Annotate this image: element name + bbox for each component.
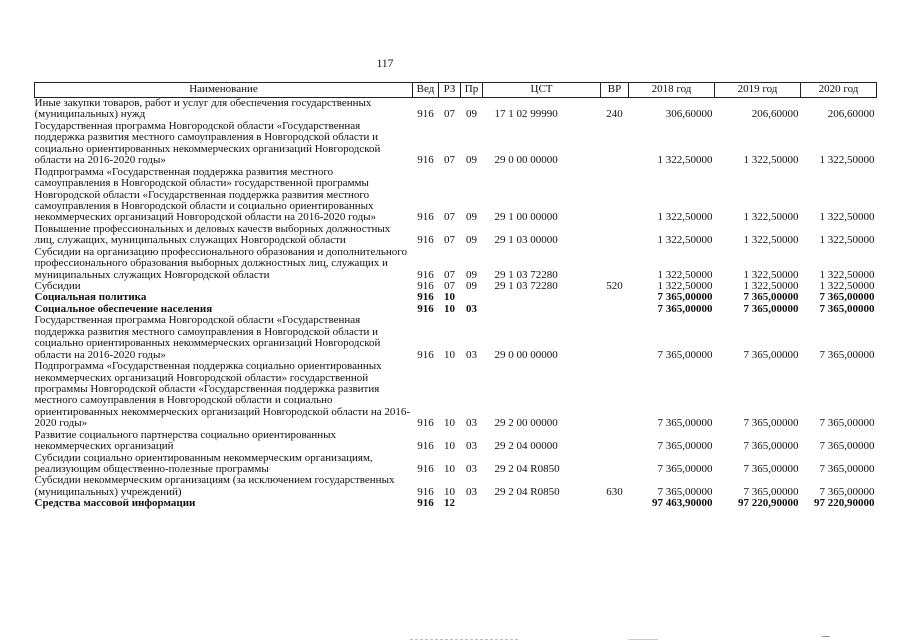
- row-2019: 7 365,00000: [743, 302, 799, 315]
- table-row: [35, 315, 877, 361]
- row-vr: 520: [606, 280, 623, 292]
- row-2019: 7 365,00000: [743, 291, 799, 304]
- row-cst: 29 1 03 72280: [494, 268, 558, 281]
- table-header-row: [35, 83, 877, 98]
- header-2018: 2018 год: [629, 83, 715, 98]
- row-2019: 1 322,50000: [743, 154, 799, 167]
- row-rz: 10: [444, 291, 455, 304]
- row-cst: 29 2 00 00000: [494, 417, 558, 430]
- row-2018: 7 365,00000: [657, 463, 713, 475]
- header-pr: Пр: [461, 83, 483, 98]
- row-vr: [601, 292, 629, 303]
- row-name: Подпрограмма «Государственная поддержка развития местного самоуправления в Новгородской области» государственной программы Новгородской области «Государственная поддержка развития местного самоуправления в Новгородской области и социально ориентированных некоммерческих организаций Новгородской области на 2016-2020 годы»: [34, 165, 377, 224]
- row-cst: 17 1 02 99990: [494, 108, 558, 121]
- row-ved: 916: [417, 108, 434, 121]
- row-pr: [461, 498, 483, 509]
- row-2018: 7 365,00000: [657, 485, 713, 498]
- row-cst: 29 0 00 00000: [494, 154, 558, 167]
- table-row: [35, 121, 877, 167]
- row-2020: 1 322,50000: [819, 268, 875, 281]
- scan-artifacts: [0, 636, 905, 640]
- page-number: 117: [376, 58, 394, 70]
- row-ved: 916: [417, 417, 434, 430]
- row-2018: 1 322,50000: [657, 268, 713, 281]
- row-2020: 1 322,50000: [819, 280, 875, 292]
- row-pr: 03: [466, 348, 477, 361]
- row-2019: 1 322,50000: [743, 268, 799, 281]
- table-row: [35, 98, 877, 121]
- row-ved: 916: [417, 268, 434, 281]
- row-2019: 1 322,50000: [743, 234, 799, 247]
- row-pr: 03: [466, 302, 477, 315]
- row-pr: 09: [466, 234, 477, 247]
- row-2020: 7 365,00000: [819, 348, 875, 361]
- row-rz: 07: [444, 154, 455, 167]
- row-cst: 29 0 00 00000: [494, 348, 558, 361]
- row-name: Субсидии социально ориентированным некоммерческим организациям, реализующим общественно-полезные программы: [34, 451, 373, 475]
- header-2020: 2020 год: [801, 83, 877, 98]
- row-rz: 10: [444, 348, 455, 361]
- row-cst: 29 2 04 R0850: [494, 485, 560, 498]
- row-rz: 10: [444, 463, 455, 475]
- row-pr: 09: [466, 268, 477, 281]
- row-vr: [601, 167, 629, 224]
- row-vr: [601, 453, 629, 476]
- row-2018: 7 365,00000: [657, 302, 713, 315]
- row-name: Средства массовой информации: [34, 497, 196, 510]
- row-ved: 916: [417, 348, 434, 361]
- header-ved: Вед: [413, 83, 439, 98]
- row-cst: 29 1 03 00000: [494, 234, 558, 247]
- row-2020: 7 365,00000: [819, 302, 875, 315]
- row-2019: 206,60000: [751, 108, 799, 121]
- row-ved: 916: [417, 463, 434, 475]
- row-2019: 97 220,90000: [738, 497, 799, 510]
- table-row: [35, 361, 877, 430]
- table-row: [35, 475, 877, 498]
- row-ved: 916: [417, 154, 434, 167]
- row-cst: 29 2 04 R0850: [494, 463, 560, 475]
- row-2020: 206,60000: [827, 108, 875, 121]
- row-2018: 7 365,00000: [657, 417, 713, 430]
- budget-table: [34, 82, 877, 510]
- row-pr: 09: [466, 280, 477, 292]
- row-2019: 7 365,00000: [743, 348, 799, 361]
- row-pr: 03: [466, 485, 477, 498]
- row-rz: 07: [444, 108, 455, 121]
- row-2019: 1 322,50000: [743, 211, 799, 224]
- row-2020: 1 322,50000: [819, 154, 875, 167]
- row-rz: 10: [444, 485, 455, 498]
- header-rz: РЗ: [439, 83, 461, 98]
- row-cst: 29 1 03 72280: [494, 280, 558, 292]
- row-name: Государственная программа Новгородской области «Государственная поддержка развития местного самоуправления в Новгородской области и социально ориентированных некоммерческих организаций Новгородской области на 2016-2020 годы»: [34, 119, 381, 167]
- row-pr: 09: [466, 108, 477, 121]
- row-cst: [483, 292, 601, 303]
- row-name: Субсидии некоммерческим организациям (за исключением государственных (муниципальных) учреждений): [34, 474, 395, 498]
- row-ved: 916: [417, 302, 434, 315]
- row-name: Социальная политика: [34, 291, 147, 304]
- row-pr: 09: [466, 154, 477, 167]
- row-cst: [483, 498, 601, 509]
- row-name: Государственная программа Новгородской области «Государственная поддержка развития местного самоуправления в Новгородской области и социально ориентированных некоммерческих организаций Новгородской области на 2016-2020 годы»: [34, 314, 381, 361]
- row-2018: 7 365,00000: [657, 440, 713, 453]
- row-2020: 1 322,50000: [819, 211, 875, 224]
- row-vr: [601, 224, 629, 247]
- row-name: Субсидии на организацию профессионального образования и дополнительного профессионального образования выборных должностных лиц, служащих и муниципальных служащих Новгородской области: [34, 245, 407, 281]
- row-2018: 306,60000: [665, 108, 713, 121]
- header-cst: ЦСТ: [483, 83, 601, 98]
- table-row: [35, 498, 877, 509]
- header-2019: 2019 год: [715, 83, 801, 98]
- row-ved: 916: [417, 234, 434, 247]
- table-row: [35, 247, 877, 281]
- row-ved: 916: [417, 291, 434, 304]
- row-rz: 12: [444, 497, 455, 510]
- row-2018: 1 322,50000: [657, 280, 713, 292]
- row-name: Подпрограмма «Государственная поддержка социально ориентированных некоммерческих организаций Новгородской области» государственной программы Новгородской области «Государственная поддержка развития местного самоуправления в Новгородской области и социально ориентированных некоммерческих организаций Новгородской области на 2016-2020 годы»: [34, 360, 411, 430]
- table-row: [35, 224, 877, 247]
- row-vr: 630: [606, 485, 623, 498]
- row-2020: 7 365,00000: [819, 291, 875, 304]
- row-rz: 07: [444, 211, 455, 224]
- row-cst: 29 1 00 00000: [494, 211, 558, 224]
- row-ved: 916: [417, 485, 434, 498]
- row-2018: 1 322,50000: [657, 234, 713, 247]
- row-cst: [483, 304, 601, 315]
- row-rz: 10: [444, 302, 455, 315]
- row-2019: 7 365,00000: [743, 463, 799, 475]
- row-name: Развитие социального партнерства социально ориентированных некоммерческих организаций: [34, 428, 337, 453]
- row-rz: 10: [444, 417, 455, 430]
- row-pr: 03: [466, 440, 477, 453]
- row-vr: [601, 247, 629, 281]
- row-rz: 07: [444, 234, 455, 247]
- header-vr: ВР: [601, 83, 629, 98]
- row-vr: [601, 315, 629, 361]
- row-2020: 7 365,00000: [819, 485, 875, 498]
- row-name: Иные закупки товаров, работ и услуг для обеспечения государственных (муниципальных) нужд: [34, 97, 372, 121]
- table-row: [35, 430, 877, 453]
- row-2018: 7 365,00000: [657, 291, 713, 304]
- row-2020: 97 220,90000: [814, 497, 875, 510]
- row-pr: 03: [466, 463, 477, 475]
- row-vr: [601, 498, 629, 509]
- row-2018: 1 322,50000: [657, 154, 713, 167]
- row-ved: 916: [417, 280, 434, 292]
- row-2020: 7 365,00000: [819, 463, 875, 475]
- row-rz: 10: [444, 440, 455, 453]
- row-cst: 29 2 04 00000: [494, 440, 558, 453]
- row-vr: [601, 430, 629, 453]
- header-name: Наименование: [35, 83, 413, 98]
- row-2020: 7 365,00000: [819, 417, 875, 430]
- row-ved: 916: [417, 497, 434, 510]
- scan-mark: [822, 636, 830, 640]
- row-2018: 97 463,90000: [652, 497, 713, 510]
- row-vr: [601, 121, 629, 167]
- row-vr: 240: [606, 108, 623, 121]
- row-name: Субсидии: [34, 280, 81, 292]
- row-pr: 09: [466, 211, 477, 224]
- table-row: [35, 453, 877, 476]
- row-2020: 7 365,00000: [819, 440, 875, 453]
- row-2020: 1 322,50000: [819, 234, 875, 247]
- row-rz: 07: [444, 268, 455, 281]
- row-2018: 7 365,00000: [657, 348, 713, 361]
- row-vr: [601, 304, 629, 315]
- table-row: [35, 167, 877, 224]
- row-2019: 1 322,50000: [743, 280, 799, 292]
- row-name: Социальное обеспечение населения: [34, 302, 213, 315]
- row-name: Повышение профессиональных и деловых качеств выборных должностных лиц, служащих, муниципальных служащих Новгородской области: [34, 222, 391, 247]
- row-2018: 1 322,50000: [657, 211, 713, 224]
- table-body: [35, 98, 877, 510]
- row-pr: 03: [466, 417, 477, 430]
- row-ved: 916: [417, 440, 434, 453]
- row-rz: 07: [444, 280, 455, 292]
- row-ved: 916: [417, 211, 434, 224]
- row-2019: 7 365,00000: [743, 440, 799, 453]
- row-2019: 7 365,00000: [743, 485, 799, 498]
- row-vr: [601, 361, 629, 430]
- row-2019: 7 365,00000: [743, 417, 799, 430]
